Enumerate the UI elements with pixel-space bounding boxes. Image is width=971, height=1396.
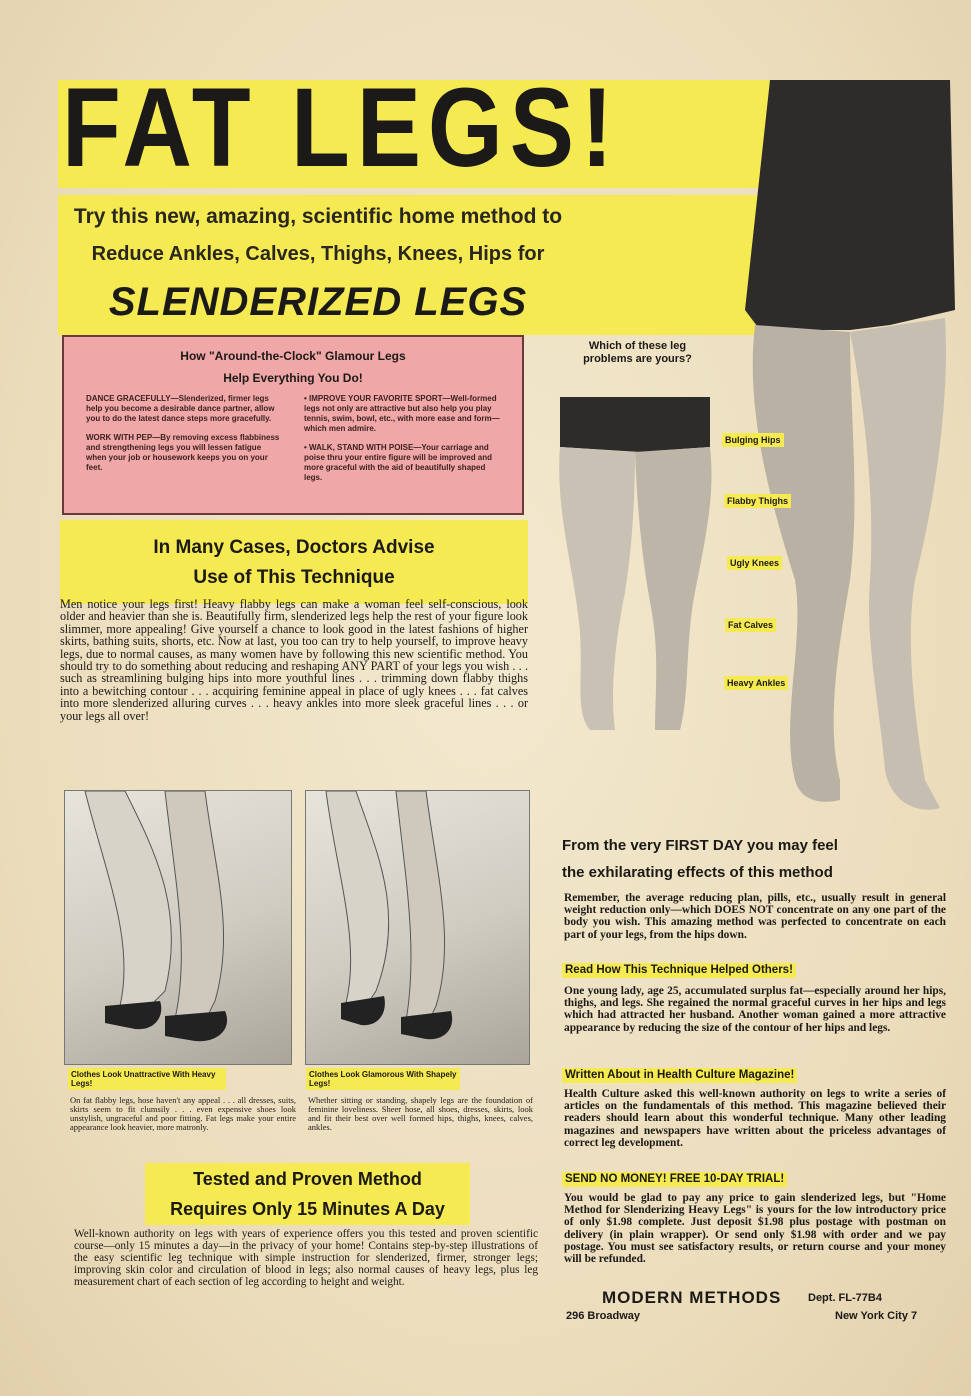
street-address: 296 Broadway xyxy=(566,1310,640,1322)
tested-body-text: Well-known authority on legs with years of experience offers you this tested and proven scientific course—only 15 minutes a day—in the privacy of your home! Contains step-by-step illustrations of the easy scientific leg technique with simple instruction for slenderized, firmer, stronger legs; improving skin color and circulation of blood in legs; also normal causes of heavy legs, plus leg measurement chart of each section of leg according to height and weight. xyxy=(74,1228,538,1288)
city-address: New York City 7 xyxy=(835,1310,918,1322)
subtitle-line-2: Reduce Ankles, Calves, Thighs, Knees, Hips for xyxy=(91,243,545,265)
caption-unattractive-title: Clothes Look Unattractive With Heavy Legs! xyxy=(68,1068,226,1090)
benefit-sport: • IMPROVE YOUR FAVORITE SPORT—Well-formed legs not only are attractive but also help you play tennis, swim, bowl, etc., with more ease and form—which men admire. xyxy=(304,394,500,433)
send-no-money-subheading: SEND NO MONEY! FREE 10-DAY TRIAL! xyxy=(562,1172,787,1187)
caption-glamorous-title: Clothes Look Glamorous With Shapely Legs! xyxy=(306,1068,460,1090)
department-code: Dept. FL-77B4 xyxy=(808,1292,882,1304)
health-culture-subheading: Written About in Health Culture Magazine! xyxy=(562,1068,797,1083)
leg-problems-question: Which of these leg problems are yours? xyxy=(583,340,692,365)
offer-text: You would be glad to pay any price to gain slenderized legs, but "Home Method for Slenderizing Heavy Legs" is yours for the low introductory price of only $1.98 complete. Just deposit $1.98 plus postage with postman on delivery (in plain wrapper). Or send only $1.98 with order and we pay postage. You must see satisfactory results, or return course and your money will be refunded. xyxy=(564,1192,946,1266)
tested-heading: Tested and Proven Method Requires Only 15 Minutes A Day xyxy=(170,1169,445,1219)
glamour-legs-heading: How "Around-the-Clock" Glamour Legs Help Everything You Do! xyxy=(180,349,406,385)
subtitle-line-1: Try this new, amazing, scientific home method to xyxy=(73,205,563,228)
headline: FAT LEGS! xyxy=(62,65,620,190)
benefit-dance: DANCE GRACEFULLY—Slenderized, firmer legs help you become a desirable dance partner, allow you to do the latest dance steps more gracefully. xyxy=(86,394,275,423)
main-body-text: Men notice your legs first! Heavy flabby legs can make a woman feel self-conscious, look older and heavier than she is. Beautifully firm, slenderized legs help the rest of your figure look slimmer, more appealing! Give yourself a chance to look good in the latest fashions of higher skirts, bathing suits, shorts, etc. Now at last, you too can try to help yourself, to improve heavy legs, due to normal causes, as many women have by following this new scientific method. You should try to do something about reducing and reshaping ANY PART of your legs you wish . . . such as streamlining bulging hips into more youthful lines . . . trimming down flabby thighs into a bewitching contour . . . acquiring feminine appeal in place of ugly knees . . . fat calves into more slenderized alluring curves . . . heavy ankles into more sleek graceful lines . . . or your legs all over! xyxy=(60,597,528,723)
tag-ugly-knees: Ugly Knees xyxy=(727,556,782,570)
photo-heavy-legs xyxy=(64,790,292,1065)
company-name: MODERN METHODS xyxy=(602,1288,782,1307)
first-day-heading: From the very FIRST DAY you may feel the exhilarating effects of this method xyxy=(562,837,838,881)
glamour-column-right xyxy=(304,394,504,492)
subtitle-slenderized-legs: SLENDERIZED LEGS xyxy=(108,280,528,324)
reducing-plan-text: Remember, the average reducing plan, pills, etc., usually result in general weight reduction only—which DOES NOT concentrate on any one part of the body you wish. This amazing method was perfected to concentrate on each part of your legs, from the hips down. xyxy=(564,892,946,941)
photo-shapely-legs xyxy=(305,790,530,1065)
caption-unattractive-text: On fat flabby legs, hose haven't any appeal . . . all dresses, suits, skirts seem to fit clumsily . . . even expensive shoes look unstylish, ungraceful and poor fitting. Fat legs make your entire appearance look heavier, more matronly. xyxy=(70,1095,296,1132)
glamour-legs-box xyxy=(62,335,524,515)
doctors-heading: In Many Cases, Doctors Advise Use of This Technique xyxy=(153,537,435,588)
shapely-legs-illustration xyxy=(700,80,960,840)
tag-heavy-ankles: Heavy Ankles xyxy=(724,676,788,690)
tag-fat-calves: Fat Calves xyxy=(725,618,776,632)
glamour-column-left xyxy=(86,394,282,482)
testimonial-text: One young lady, age 25, accumulated surplus fat—especially around her hips, thighs, and legs. She regained the normal graceful curves in her hips and legs which had attracted her husband. Another woman gained a more attractive appearance by reducing the size of the contour of her hips and legs. xyxy=(564,985,946,1034)
tag-flabby-thighs: Flabby Thighs xyxy=(724,494,791,508)
tag-bulging-hips: Bulging Hips xyxy=(722,433,784,447)
health-culture-text: Health Culture asked this well-known authority on legs to write a series of articles on the fundamentals of this method. This magazine believed their readers should learn about this wonderful technique. Many other leading magazines and newspapers have written about the priceless advantages of correct leg development. xyxy=(564,1088,946,1149)
benefit-poise: • WALK, STAND WITH POISE—Your carriage and poise thru your entire figure will be improved and more graceful with the aid of beautifully shaped legs. xyxy=(304,443,493,482)
heavy-legs-illustration xyxy=(555,392,715,737)
caption-glamorous-text: Whether sitting or standing, shapely legs are the foundation of feminine loveliness. Sheer hose, all shoes, dresses, skirts, look and fit their best over well formed hips, thighs, knees, calves, ankles. xyxy=(308,1095,533,1132)
benefit-work: WORK WITH PEP—By removing excess flabbiness and strengthening legs you will lessen fatigue when your job or housework keeps you on your feet. xyxy=(86,433,280,472)
read-how-subheading: Read How This Technique Helped Others! xyxy=(562,963,796,978)
